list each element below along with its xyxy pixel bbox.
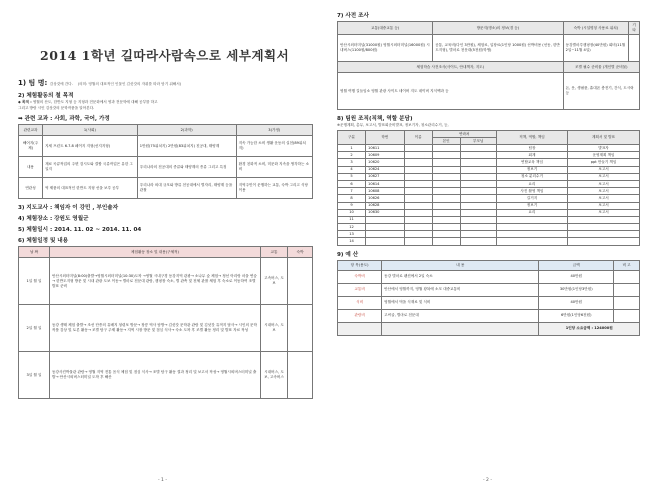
table-cell (432, 195, 460, 202)
table-cell: 운영계획 책임 (568, 152, 640, 159)
table-cell (432, 173, 460, 180)
budget-header: 내 용 (382, 260, 539, 270)
table-cell (614, 309, 640, 322)
subj-header: 2(과학) (137, 125, 236, 136)
table-cell (404, 238, 432, 245)
section-purpose-heading: 2) 체험활동의 철 목적 (18, 93, 74, 99)
table-cell (404, 195, 432, 202)
sched-lodging (288, 258, 313, 305)
table-cell: 사진 촬영 책임 (496, 188, 567, 195)
sched-transport: 시내버스, 도보, 고속버스 (261, 352, 288, 399)
table-cell: 청소 분리수거 (496, 173, 567, 180)
purpose-body-2: 그리고 방랑 시인 김삿갓의 문학작품을 알아본다. (18, 106, 95, 110)
sched-header: 교통 (261, 247, 288, 258)
table-row (19, 352, 313, 399)
table-cell: 10611 (366, 145, 405, 152)
table-cell (404, 231, 432, 238)
table-cell (614, 296, 640, 309)
table-row (19, 258, 313, 305)
table-cell: 지세 프린트 6.7.8 페이지 지형(선지지형) (43, 136, 138, 157)
table-row (338, 195, 640, 202)
table-cell (629, 35, 640, 62)
table-cell: 12 (338, 224, 366, 231)
table-cell (496, 224, 567, 231)
table-cell: 환경 친화적 소비, 미문화 지속을 생각하는 소비 (236, 157, 312, 178)
table-cell (432, 159, 460, 166)
table-cell (460, 202, 496, 209)
page-number: - 1 - (158, 478, 167, 483)
table-cell (404, 145, 432, 152)
table-cell: ppt 만들기 책임 (568, 159, 640, 166)
table-cell: 10608 (366, 188, 405, 195)
table-row (338, 270, 640, 283)
table-cell (568, 238, 640, 245)
sched-date: 2일 월 일 (19, 305, 50, 352)
place-line: 4) 체험장소 : 강원도 영월군 (18, 216, 89, 222)
table-cell: 10630 (366, 209, 405, 216)
budget-item: 숙박비 (338, 270, 382, 283)
table-cell: 영월에서 먹을 식재료 및 식비 (382, 296, 539, 309)
table-cell: 10609 (366, 152, 405, 159)
table-cell (432, 209, 460, 216)
table-cell: 재료 곡류작업의 주변 검시도와 결합 국류작업은 유한 그 일지 (43, 157, 138, 178)
sched-transport: 시내버스, 도보 (261, 305, 288, 352)
budget-item: 교통비 (338, 283, 382, 296)
table-cell (568, 224, 640, 231)
purpose-label: ◆ 목적 : (18, 100, 32, 104)
table-cell (404, 224, 432, 231)
table-cell (432, 152, 460, 159)
table-cell: 10620 (366, 159, 405, 166)
budget-item: 식비 (338, 296, 382, 309)
table-cell (366, 224, 405, 231)
table-cell: 30만원(1인당3만원) (539, 283, 614, 296)
table-cell (404, 159, 432, 166)
budget-header: 항 목(용도) (338, 260, 382, 270)
pre-research-table (337, 21, 640, 110)
table-cell: 발표자 (568, 145, 640, 152)
pre-header: 교통(대중교통 등) (338, 22, 433, 35)
table-cell (366, 238, 405, 245)
table-cell: 지속 가능한 소비 생활 운동의 실천(89위치지) (236, 136, 312, 157)
table-cell: 정보기 (496, 202, 567, 209)
table-cell (404, 173, 432, 180)
pre-header: 숙박 (시설명칭 사용료 위치) (563, 22, 629, 35)
table-cell: 보고서 (568, 202, 640, 209)
budget-total-row (338, 322, 640, 335)
table-cell (404, 202, 432, 209)
table-cell: 3 (338, 159, 366, 166)
table-cell (568, 216, 640, 223)
document-title: 2014 1학년 길따라사람속으로 세부계획서 (40, 48, 290, 63)
table-cell: 6만원(1인당6천원) (539, 309, 614, 322)
table-cell (432, 238, 460, 245)
table-cell (460, 173, 496, 180)
sched-header: 숙박 (288, 247, 313, 258)
table-row (338, 238, 640, 245)
table-cell: 2 (338, 152, 366, 159)
table-row (338, 159, 640, 166)
roles-header: 구분 (338, 131, 366, 145)
table-cell (460, 224, 496, 231)
table-cell: 보고서 (568, 173, 640, 180)
sched-content: 동강사진박물관 관람→ 영월 지역 전통 음식 체험 및 점심 식사→ 조별 탐구 활동 결과 정리 및 보고서 작성→ 영월시외버스터미널 출발→ 안산시외버스터미널 도착 후 해산 (50, 352, 261, 399)
table-cell (614, 270, 640, 283)
team-name-line (18, 78, 313, 88)
table-cell: 5 (338, 173, 366, 180)
table-cell (496, 216, 567, 223)
table-cell (460, 209, 496, 216)
table-cell (366, 231, 405, 238)
table-row (338, 180, 640, 187)
table-cell: 40만원 (539, 296, 614, 309)
table-cell: 정보기 (496, 166, 567, 173)
table-cell: 1만원(75위치지) 2만원(83위치지) 친공대, 태양계 (137, 136, 236, 157)
table-cell (460, 159, 496, 166)
roles-subheader: 본인 (432, 138, 460, 145)
table-cell: 8 (338, 195, 366, 202)
table-cell: 보고서 (568, 180, 640, 187)
table-cell: 요리 (496, 209, 567, 216)
budget-heading: 9) 예 산 (337, 251, 359, 258)
table-cell: 13 (338, 231, 366, 238)
table-cell: 10614 (366, 180, 405, 187)
table-cell (432, 224, 460, 231)
roles-header: 직책, 역할, 책임 (496, 131, 567, 145)
table-cell: 7 (338, 188, 366, 195)
table-cell: 해어지(주제) (19, 136, 43, 157)
page-2 (325, 0, 650, 487)
table-cell: 40만원 (539, 270, 614, 283)
team-name: 감상것에 간다. (49, 82, 73, 86)
roles-header: 계획서 및 발표 (568, 131, 640, 145)
table-cell: 14 (338, 238, 366, 245)
table-cell (432, 145, 460, 152)
related-subjects: ➡ 관련 교과 : 사회, 과학, 국어, 가정 (18, 116, 110, 122)
budget-header: 비 고 (614, 260, 640, 270)
table-cell: 10627 (366, 173, 405, 180)
team-label: 1) 팀 명: (18, 79, 48, 87)
table-cell: 역 제품의 대표적인 한반도 지형 선을 보루 공부 (43, 178, 138, 199)
table-row (338, 283, 640, 296)
table-cell (432, 202, 460, 209)
table-cell (460, 180, 496, 187)
table-cell: 요리 (496, 180, 567, 187)
sched-content: 동강 생태 체험 출발→ 조선 단종의 유배지 청령포 방문→ 장릉 역사 탐방→ 김삿갓 문학관 관람 및 김삿갓 유적지 답사→ 시인의 문학작품 감상 및 토론 활동→ 조별 탐구 주제 활동→ 지역 시장 방문 및 점심 식사→ 숙소 도착 후 조별 활동 정리 및 발표 자료 작성 (50, 305, 261, 352)
table-cell: 보고서 (568, 195, 640, 202)
roles-note: ※운행계획, 총무, 보고서, 발표회준비발표, 정보기자, 청소관리수거, 등, (337, 123, 449, 127)
budget-header: 금액 (539, 260, 614, 270)
table-row (338, 73, 640, 110)
subj-header: 관련교과 (19, 125, 43, 136)
sched-date: 3일 월 일 (19, 352, 50, 399)
schedule-table (18, 246, 313, 399)
table-cell: 4 (338, 166, 366, 173)
table-cell (366, 216, 405, 223)
table-cell: 내용 (19, 157, 43, 178)
budget-table (337, 260, 640, 336)
table-row (338, 296, 640, 309)
table-cell (460, 166, 496, 173)
table-row (338, 173, 640, 180)
roles-header: 연락처 (432, 131, 496, 138)
table-cell: 연합교육 책임 (496, 159, 567, 166)
table-cell: 보고서 (568, 166, 640, 173)
budget-total: 1인당 소요금액 : 124000원 (539, 322, 640, 335)
pre-research-heading: 7) 사전 조사 (337, 13, 369, 19)
page-number: - 2 - (483, 478, 492, 483)
table-cell (432, 188, 460, 195)
table-row (338, 224, 640, 231)
table-cell (460, 195, 496, 202)
table-cell: 회계 (496, 152, 567, 159)
table-row (338, 152, 640, 159)
table-cell (460, 238, 496, 245)
subjects-table (18, 124, 313, 199)
roles-subheader: 부모님 (460, 138, 496, 145)
table-cell: 9 (338, 202, 366, 209)
table-cell (460, 188, 496, 195)
table-cell: 10626 (366, 195, 405, 202)
table-cell: 동강별마루캠핑장(40만원) 회비(11월 2일~11월 4일) (563, 35, 629, 62)
purpose-text (18, 99, 313, 111)
table-cell: 길거지 (496, 195, 567, 202)
table-cell (568, 231, 640, 238)
purpose-body: 영월의 산도, 한반도 지형 등 지형과 전문화에서 영과 전문학에 대해 공부를 하고 (32, 100, 158, 104)
table-cell: 고씨굴, 별마로 천문대 (382, 309, 539, 322)
table-row (338, 202, 640, 209)
table-cell (432, 180, 460, 187)
team-note: (의미: 영월의 대표적인 인물인 김삿갓의 자취를 따라 탐기 위해서) (77, 82, 182, 86)
table-cell (460, 231, 496, 238)
sched-lodging (288, 305, 313, 352)
table-row (19, 305, 313, 352)
table-cell (404, 166, 432, 173)
table-cell (404, 180, 432, 187)
table-cell (432, 166, 460, 173)
table-row (338, 35, 640, 62)
table-row (338, 216, 640, 223)
table-cell (432, 231, 460, 238)
table-row (338, 231, 640, 238)
table-cell (404, 152, 432, 159)
table-cell: 보고서 (568, 188, 640, 195)
schedule-heading: 6) 체험일정 및 내용 (18, 238, 69, 244)
table-cell: 11 (338, 216, 366, 223)
table-row (338, 188, 640, 195)
roles-table (337, 130, 640, 246)
budget-item: 관람비 (338, 309, 382, 322)
table-row (19, 178, 313, 199)
table-cell (460, 145, 496, 152)
table-cell: 우리나라의 천공대의 종류와 태양계의 종류 그리고 특징 (137, 157, 236, 178)
table-cell: 보고서 (568, 209, 640, 216)
team-org-heading: 8) 팀원 조직(직책, 역할 분담) (337, 116, 413, 122)
table-row (19, 157, 313, 178)
table-cell (496, 238, 567, 245)
table-row (338, 145, 640, 152)
pre-header: 조별 필수 준비물 (개인별 준비물) (563, 62, 639, 73)
pre-header: 체험학습 사전조사(사이트, 안내책자, 지도) (338, 62, 564, 73)
table-cell: 팀장 (496, 145, 567, 152)
table-cell: 지역주민이 운행하는 교통, 숙박 그리고 식당이용 (236, 178, 312, 199)
table-row (19, 136, 313, 157)
roles-header: 이름 (404, 131, 432, 145)
sched-header: 날 짜 (19, 247, 50, 258)
table-cell (404, 216, 432, 223)
table-cell (432, 216, 460, 223)
table-cell: 공통, 교육비(다인 3만원), 체험료, 입장료(1인당 1000원) 선박비용 (선동, 한반도지형), 별마로 천문대(5천원/학생) (433, 35, 563, 62)
table-cell: 동강 별마로 펜션에서 2일 숙소 (382, 270, 539, 283)
table-cell: 우리나라 외대 규모와 방류 천공대에서 별자리, 태양계 등을 관찰 (137, 178, 236, 199)
roles-header: 학번 (366, 131, 405, 145)
table-cell: 10628 (366, 202, 405, 209)
table-cell (404, 188, 432, 195)
teacher-line: 3) 지도교사 : 책임자 이 강민 , 부인솔자 (18, 205, 119, 211)
table-cell (614, 283, 640, 296)
subj-header: 1(사회) (43, 125, 138, 136)
pre-header: 방문지(명소)의 정보(경 등) (433, 22, 563, 35)
table-cell (460, 216, 496, 223)
table-cell (460, 152, 496, 159)
subj-header: 3(가정) (236, 125, 312, 136)
table-cell: 6 (338, 180, 366, 187)
table-cell: 돈, 옷, 생필품, 휴대폰 충전기, 간식, 도시락 등 (563, 73, 639, 110)
table-cell: 10 (338, 209, 366, 216)
sched-content: 안산시외터미널(8:00)출발→영월시외터미널(10:30)도착 →영월 시내구경 동강지역 관광→ 소나무 숲 체험→ 정선 아리랑 마을 연습→ 한반도지형 방문 및 시내 관광 도보 이동→ 별마로 천문대 관람, 캠핑장 숙소, 별 관측 및 천체 관찰 체험 후 숙소로 이동하여 조별 발표 준비 (50, 258, 261, 305)
table-cell: 영월 여행 길들임소 영월 관광 사이트 네이버 지도 네이버 지식백과 등 (338, 73, 564, 110)
table-cell (496, 231, 567, 238)
date-line: 5) 체험일시 : 2014. 11. 02 ~ 2014. 11. 04 (18, 227, 142, 233)
pre-header: 기타 (629, 22, 640, 35)
table-cell: 1 (338, 145, 366, 152)
table-row (338, 209, 640, 216)
table-row (338, 166, 640, 173)
sched-date: 1일 월 일 (19, 258, 50, 305)
table-cell: 10624 (366, 166, 405, 173)
sched-transport: 고속버스, 도보 (261, 258, 288, 305)
table-row (338, 309, 640, 322)
sched-header: 체험활동 장소 및 내용(구체적) (50, 247, 261, 258)
sched-lodging (288, 352, 313, 399)
table-cell: 안산에서 영월까지, 영월 왕복에 소모 대중교통비 (382, 283, 539, 296)
table-cell: 연관성 (19, 178, 43, 199)
table-cell: 안산시외터미널(31000원) 영월시외터미널(16000원) 시내버스(1100원/800원) (338, 35, 433, 62)
table-cell (404, 209, 432, 216)
